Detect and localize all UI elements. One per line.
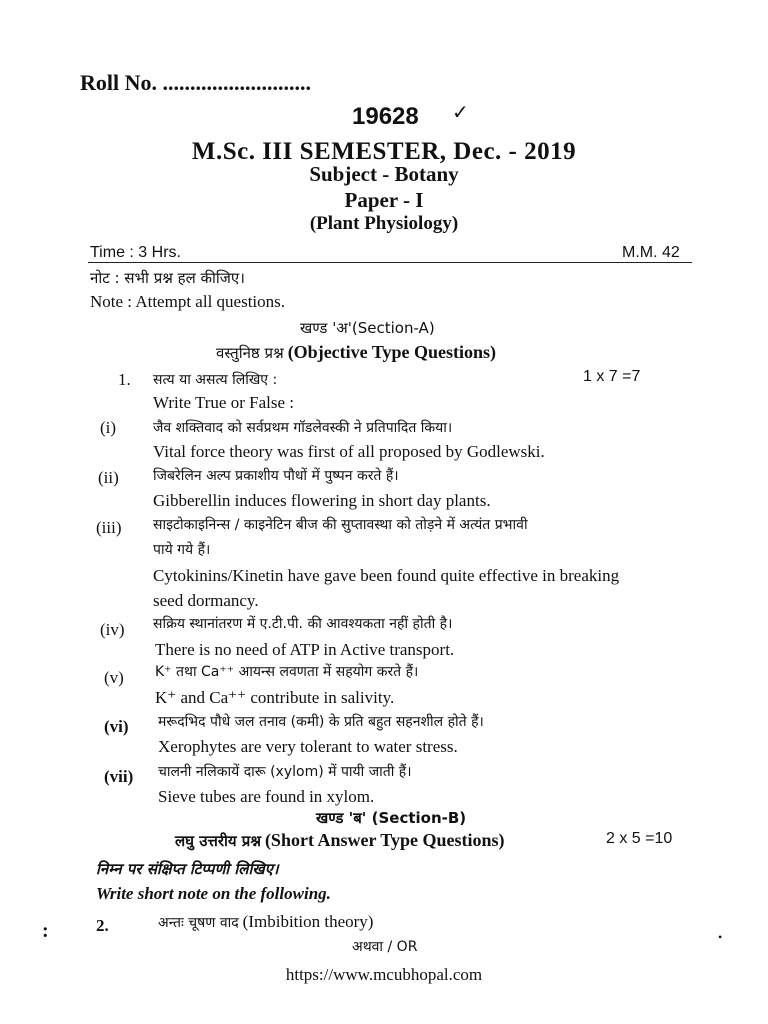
item-i-hindi: जैव शक्तिवाद को सर्वप्रथम गॉडलेवस्की ने प्रतिपादित किया।: [153, 420, 453, 436]
section-a-subheading-english: (Objective Type Questions): [287, 342, 497, 362]
item-ii-hindi: जिबरेलिन अल्प प्रकाशीय पौधों में पुष्पन करते हैं।: [153, 468, 399, 484]
item-iii-hindi: साइटोकाइनिन्स / काइनेटिन बीज की सुप्तावस्था को तोड़ने में अत्यंत प्रभावी: [153, 517, 528, 533]
item-ii-english: Gibberellin induces flowering in short day plants.: [153, 491, 491, 510]
margin-dot: •: [718, 930, 723, 944]
item-vi-number: (vi): [104, 717, 129, 736]
question-2-text: [158, 912, 373, 932]
item-vii-english: Sieve tubes are found in xylom.: [158, 787, 375, 806]
item-iii-english: Cytokinins/Kinetin have gave been found quite effective in breaking: [153, 566, 620, 585]
section-b-instruction-hindi: निम्न पर संक्षिप्त टिप्पणी लिखिए।: [96, 860, 279, 878]
question-2-english: (Imbibition theory): [242, 912, 374, 931]
item-v-english: K⁺ and Ca⁺⁺ contribute in salivity.: [155, 688, 395, 707]
section-b-subheading-hindi: लघु उत्तरीय प्रश्न: [175, 832, 261, 850]
question-1-instruction-hindi: सत्य या असत्य लिखिए :: [153, 372, 278, 388]
semester-title: M.Sc. III SEMESTER, Dec. - 2019: [191, 138, 577, 165]
paper-title: Paper - I: [344, 188, 424, 212]
item-i-number: (i): [100, 418, 117, 437]
item-i-english: Vital force theory was first of all proposed by Godlewski.: [153, 442, 545, 461]
item-v-number: (v): [104, 668, 124, 687]
item-iv-hindi: सक्रिय स्थानांतरण में ए.टी.पी. की आवश्यकता नहीं होती है।: [153, 616, 453, 632]
item-ii-number: (ii): [98, 468, 119, 487]
paper-code: 19628: [352, 103, 419, 130]
item-vii-number: (vii): [104, 767, 134, 786]
item-iii-english-cont: seed dormancy.: [153, 591, 259, 610]
time-allowed: Time : 3 Hrs.: [90, 244, 181, 261]
section-a-heading: खण्ड 'अ'(Section-A): [300, 319, 435, 337]
item-vi-hindi: मरूदभिद पौधे जल तनाव (कमी) के प्रति बहुत सहनशील होते हैं।: [158, 714, 484, 730]
item-v-hindi: K⁺ तथा Ca⁺⁺ आयन्स लवणता में सहयोग करते हैं।: [155, 664, 419, 680]
header-divider: [88, 262, 692, 263]
topic-title: (Plant Physiology): [309, 213, 459, 234]
item-vi-english: Xerophytes are very tolerant to water stress.: [158, 737, 458, 756]
section-a-subheading-hindi: वस्तुनिष्ठ प्रश्न: [216, 344, 284, 362]
item-iv-english: There is no need of ATP in Active transport.: [155, 640, 455, 659]
item-iii-hindi-cont: पाये गये हैं।: [153, 542, 211, 558]
note-english: Note : Attempt all questions.: [90, 292, 286, 311]
section-b-subheading-english: (Short Answer Type Questions): [264, 830, 505, 850]
question-1-marks: 1 x 7 =7: [583, 368, 641, 385]
roll-number: Roll No. ...........................: [80, 70, 311, 95]
subject-title: Subject - Botany: [309, 162, 459, 186]
footer-url[interactable]: https://www.mcubhopal.com: [285, 965, 483, 984]
question-1-instruction-english: Write True or False :: [153, 393, 294, 412]
section-b-marks: 2 x 5 =10: [606, 830, 673, 847]
max-marks: M.M. 42: [622, 244, 680, 261]
question-2-or: अथवा / OR: [352, 939, 418, 955]
item-vii-hindi: चालनी नलिकायें दारू (xylom) में पायी जाती हैं।: [158, 764, 412, 780]
note-hindi: नोट : सभी प्रश्न हल कीजिए।: [90, 269, 245, 287]
question-1-number: 1.: [118, 370, 131, 389]
question-2-hindi: अन्तः चूषण वाद: [158, 915, 239, 931]
item-iv-number: (iv): [100, 620, 125, 639]
section-a-subheading: [216, 342, 496, 363]
margin-mark: :: [42, 920, 49, 942]
item-iii-number: (iii): [96, 518, 122, 537]
section-b-heading: खण्ड 'ब' (Section-B): [316, 809, 467, 827]
question-2-number: 2.: [96, 916, 109, 935]
tick-mark-icon: ✓: [452, 102, 469, 124]
section-b-subheading: [175, 830, 504, 851]
section-b-instruction-english: Write short note on the following.: [96, 884, 331, 903]
